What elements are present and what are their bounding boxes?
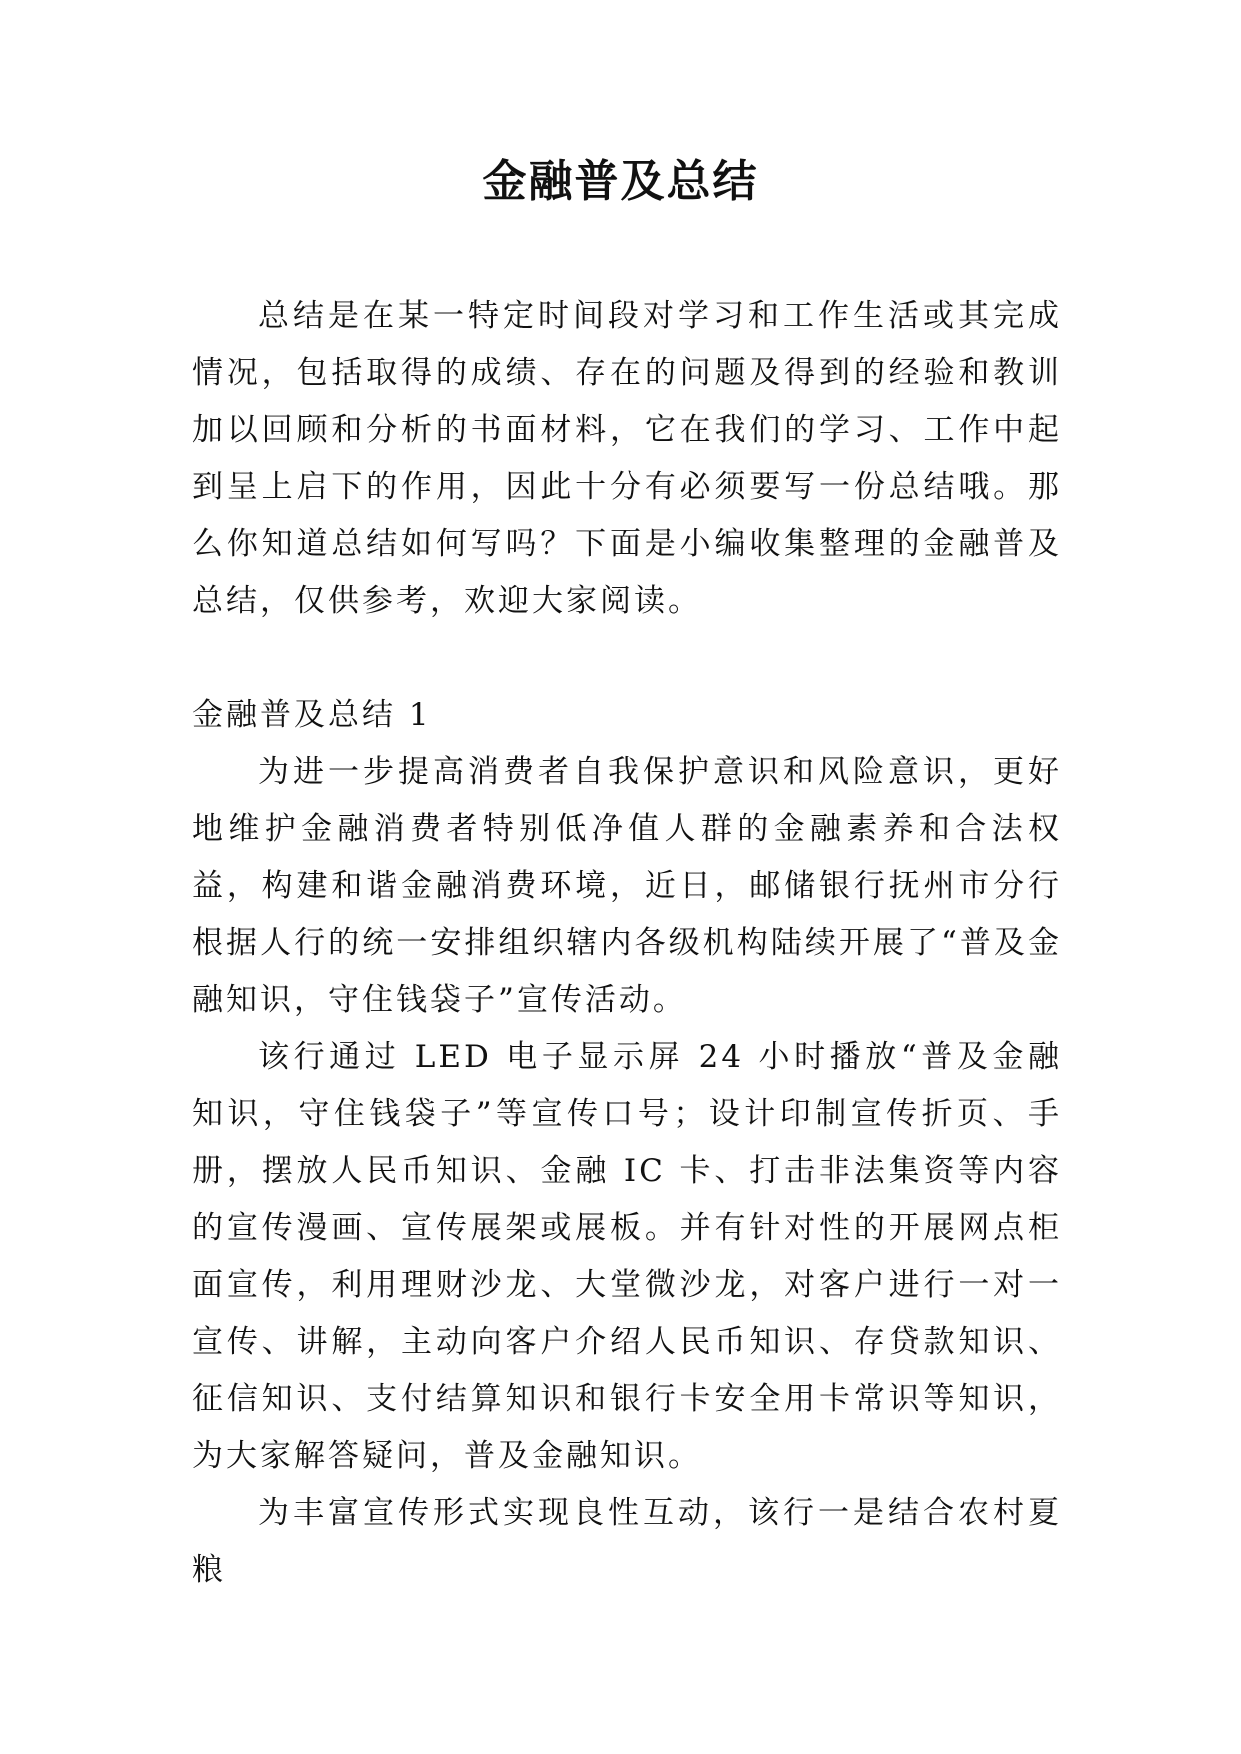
body-paragraph-3: 为丰富宣传形式实现良性互动，该行一是结合农村夏粮	[192, 1495, 1062, 1588]
section-heading: 金融普及总结 1	[192, 697, 432, 733]
body-paragraph-1: 为进一步提高消费者自我保护意识和风险意识，更好地维护金融消费者特别低净值人群的金融素养和合法权益，构建和谐金融消费环境，近日，邮储银行抚州市分行根据人行的统一安排组织辖内各级机构陆续开展了“普及金融知识，守住钱袋子”宣传活动。	[192, 754, 1062, 1018]
document-title: 金融普及总结	[482, 156, 759, 207]
intro-paragraph: 总结是在某一特定时间段对学习和工作生活或其完成情况，包括取得的成绩、存在的问题及得到的经验和教训加以回顾和分析的书面材料，它在我们的学习、工作中起到呈上启下的作用，因此十分有必须要写一份总结哦。那么你知道总结如何写吗？下面是小编收集整理的金融普及总结，仅供参考，欢迎大家阅读。	[192, 298, 1062, 619]
body-paragraph-2: 该行通过 LED 电子显示屏 24 小时播放“普及金融知识，守住钱袋子”等宣传口号；设计印制宣传折页、手册，摆放人民币知识、金融 IC 卡、打击非法集资等内容的宣传漫画、宣传展架或展板。并有针对性的开展网点柜面宣传，利用理财沙龙、大堂微沙龙，对客户进行一对一宣传、讲解，主动向客户介绍人民币知识、存贷款知识、征信知识、支付结算知识和银行卡安全用卡常识等知识，为大家解答疑问，普及金融知识。	[192, 1039, 1062, 1474]
document-body	[192, 288, 1062, 1599]
paragraph-gap	[192, 630, 1062, 687]
